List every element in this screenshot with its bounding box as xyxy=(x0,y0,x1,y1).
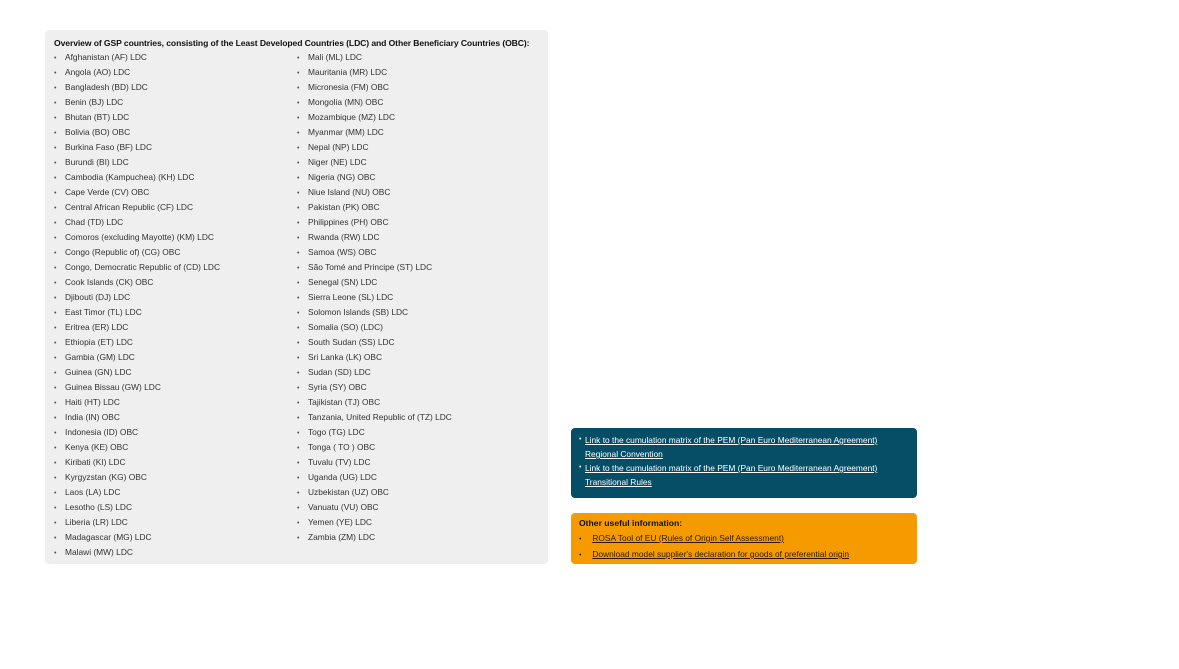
country-list-item: • Mauritania (MR) LDC xyxy=(297,65,540,80)
country-list-item: • Benin (BJ) LDC xyxy=(54,95,297,110)
country-list-item: • Eritrea (ER) LDC xyxy=(54,320,297,335)
gsp-country-list-left xyxy=(54,50,297,560)
country-list-item: • Bangladesh (BD) LDC xyxy=(54,80,297,95)
country-list-item: • Mozambique (MZ) LDC xyxy=(297,110,540,125)
country-list-item: • Philippines (PH) OBC xyxy=(297,215,540,230)
other-info-item xyxy=(579,531,909,547)
country-list-item: • South Sudan (SS) LDC xyxy=(297,335,540,350)
other-info-panel xyxy=(571,513,917,564)
country-list-item: • Lesotho (LS) LDC xyxy=(54,500,297,515)
country-list-item: • São Tomé and Principe (ST) LDC xyxy=(297,260,540,275)
gsp-countries-panel xyxy=(45,30,548,564)
country-list-item: • Mongolia (MN) OBC xyxy=(297,95,540,110)
country-list-item: • Sierra Leone (SL) LDC xyxy=(297,290,540,305)
country-list-item: • Syria (SY) OBC xyxy=(297,380,540,395)
country-list-item: • Guinea (GN) LDC xyxy=(54,365,297,380)
other-info-item xyxy=(579,547,909,563)
country-list-item: • Kenya (KE) OBC xyxy=(54,440,297,455)
country-list-item: • Samoa (WS) OBC xyxy=(297,245,540,260)
country-list-item: • Togo (TG) LDC xyxy=(297,425,540,440)
country-list-item: • Afghanistan (AF) LDC xyxy=(54,50,297,65)
country-list-item: • Senegal (SN) LDC xyxy=(297,275,540,290)
pem-transitional-rules-link[interactable]: Link to the cumulation matrix of the PEM (Pan Euro Mediterranean Agreement) Transitional Rules xyxy=(585,463,878,487)
country-list-item: • Sudan (SD) LDC xyxy=(297,365,540,380)
country-list-item: • Myanmar (MM) LDC xyxy=(297,125,540,140)
pem-link-item xyxy=(579,433,909,461)
country-list-item: • East Timor (TL) LDC xyxy=(54,305,297,320)
country-list-item: • Central African Republic (CF) LDC xyxy=(54,200,297,215)
country-list-item: • Zambia (ZM) LDC xyxy=(297,530,540,545)
pem-link-list xyxy=(579,433,909,489)
supplier-declaration-download-link[interactable]: Download model supplier's declaration for goods of preferential origin xyxy=(592,549,850,559)
country-list-item: • Kyrgyzstan (KG) OBC xyxy=(54,470,297,485)
country-list-item: • Sri Lanka (LK) OBC xyxy=(297,350,540,365)
country-list-item: • Tuvalu (TV) LDC xyxy=(297,455,540,470)
country-list-item: • Comoros (excluding Mayotte) (KM) LDC xyxy=(54,230,297,245)
country-list-item: • Nepal (NP) LDC xyxy=(297,140,540,155)
country-list-item: • Burkina Faso (BF) LDC xyxy=(54,140,297,155)
country-list-item: • Ethiopia (ET) LDC xyxy=(54,335,297,350)
country-list-item: • Gambia (GM) LDC xyxy=(54,350,297,365)
country-list-item: • Liberia (LR) LDC xyxy=(54,515,297,530)
country-list-item: • Micronesia (FM) OBC xyxy=(297,80,540,95)
country-list-item: • Angola (AO) LDC xyxy=(54,65,297,80)
country-list-item: • Pakistan (PK) OBC xyxy=(297,200,540,215)
country-list-item: • Cambodia (Kampuchea) (KH) LDC xyxy=(54,170,297,185)
country-list-item: • Congo (Republic of) (CG) OBC xyxy=(54,245,297,260)
other-info-link-list xyxy=(579,531,909,563)
country-list-item: • Madagascar (MG) LDC xyxy=(54,530,297,545)
country-list-item: • Uganda (UG) LDC xyxy=(297,470,540,485)
country-list-item: • Nigeria (NG) OBC xyxy=(297,170,540,185)
country-list-item: • Uzbekistan (UZ) OBC xyxy=(297,485,540,500)
country-list-item: • Congo, Democratic Republic of (CD) LDC xyxy=(54,260,297,275)
country-list-item: • Indonesia (ID) OBC xyxy=(54,425,297,440)
country-list-item: • Burundi (BI) LDC xyxy=(54,155,297,170)
country-list-item: • Yemen (YE) LDC xyxy=(297,515,540,530)
country-list-item: • Niger (NE) LDC xyxy=(297,155,540,170)
country-list-item: • Somalia (SO) (LDC) xyxy=(297,320,540,335)
country-list-item: • Solomon Islands (SB) LDC xyxy=(297,305,540,320)
country-list-item: • Rwanda (RW) LDC xyxy=(297,230,540,245)
rosa-tool-link[interactable]: ROSA Tool of EU (Rules of Origin Self Assessment) xyxy=(592,533,784,543)
country-list-item: • Chad (TD) LDC xyxy=(54,215,297,230)
other-info-title: Other useful information: xyxy=(579,518,683,528)
country-list-item: • Haiti (HT) LDC xyxy=(54,395,297,410)
country-list-item: • Kiribati (KI) LDC xyxy=(54,455,297,470)
country-list-item: • Bolivia (BO) OBC xyxy=(54,125,297,140)
country-list-item: • Guinea Bissau (GW) LDC xyxy=(54,380,297,395)
gsp-country-columns xyxy=(54,50,540,560)
country-list-item: • Tonga ( TO ) OBC xyxy=(297,440,540,455)
gsp-panel-title: Overview of GSP countries, consisting of the Least Developed Countries (LDC) and Other Beneficiary Countries (OBC): xyxy=(54,38,530,48)
pem-regional-convention-link[interactable]: Link to the cumulation matrix of the PEM (Pan Euro Mediterranean Agreement) Regional Convention xyxy=(585,435,878,459)
country-list-item: • Bhutan (BT) LDC xyxy=(54,110,297,125)
gsp-country-list-right xyxy=(297,50,540,560)
country-list-item: • Malawi (MW) LDC xyxy=(54,545,297,560)
country-list-item: • Mali (ML) LDC xyxy=(297,50,540,65)
country-list-item: • Cape Verde (CV) OBC xyxy=(54,185,297,200)
pem-link-item xyxy=(579,461,909,489)
country-list-item: • Djibouti (DJ) LDC xyxy=(54,290,297,305)
country-list-item: • Tanzania, United Republic of (TZ) LDC xyxy=(297,410,540,425)
country-list-item: • India (IN) OBC xyxy=(54,410,297,425)
country-list-item: • Niue Island (NU) OBC xyxy=(297,185,540,200)
country-list-item: • Laos (LA) LDC xyxy=(54,485,297,500)
country-list-item: • Tajikistan (TJ) OBC xyxy=(297,395,540,410)
pem-cumulation-panel xyxy=(571,428,917,498)
country-list-item: • Cook Islands (CK) OBC xyxy=(54,275,297,290)
country-list-item: • Vanuatu (VU) OBC xyxy=(297,500,540,515)
